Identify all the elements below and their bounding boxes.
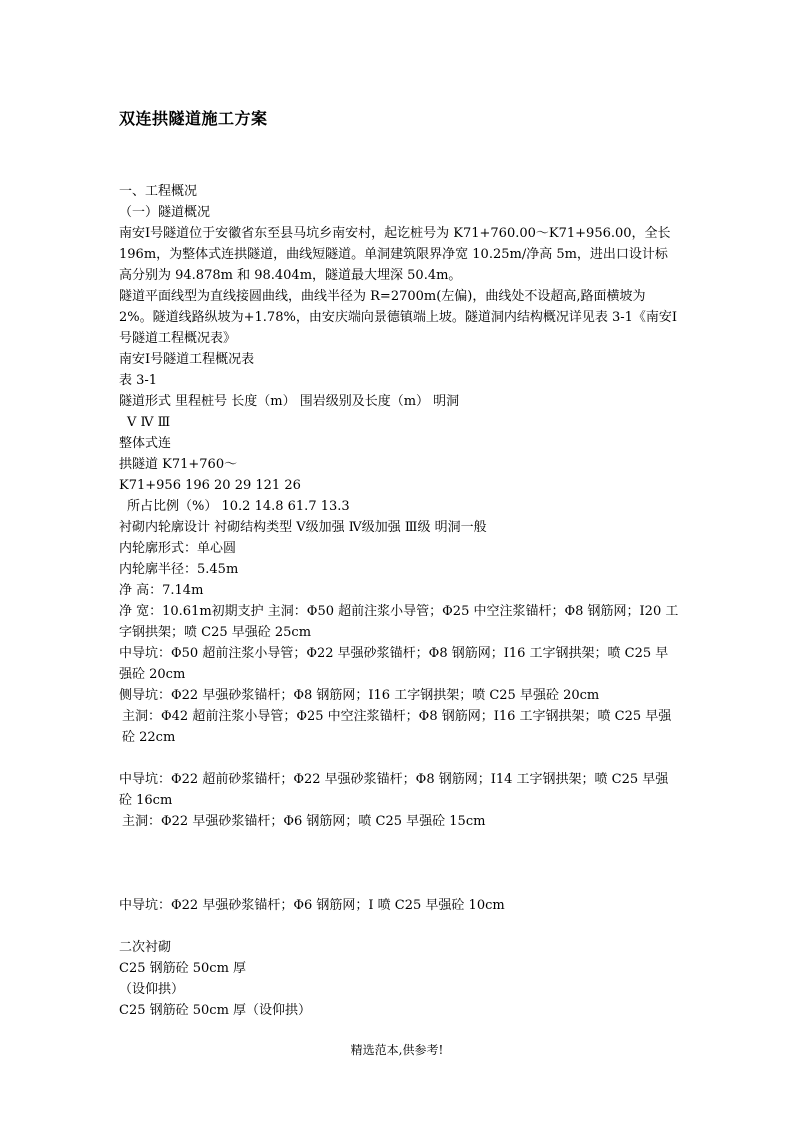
side-pilot-support: 侧导坑：Φ22 早强砂浆锚杆；Φ8 钢筋网；I16 工字钢拱架；喷 C25 早强砼 20cm — [119, 688, 600, 703]
blank-gap — [119, 832, 679, 895]
table-data-row: K71+956 196 20 29 121 26 — [119, 478, 301, 493]
subsection-heading: （一）隧道概况 — [119, 205, 211, 220]
mid-pilot-support-2: 中导坑：Φ22 超前砂浆锚杆；Φ22 早强砂浆锚杆；Φ8 钢筋网；I14 工字钢拱架；喷 C25 早强砼 16cm — [119, 772, 669, 808]
main-tunnel-support-1: 主洞：Φ42 超前注浆小导管；Φ25 中空注浆锚杆；Φ8 钢筋网；I16 工字钢拱架；喷 C25 早强砼 22cm — [122, 709, 672, 745]
lining-header-row: 衬砌内轮廓设计 衬砌结构类型 Ⅴ级加强 Ⅳ级加强 Ⅲ级 明洞一般 — [119, 520, 487, 535]
rc-lining-1: C25 钢筋砼 50cm 厚 — [119, 961, 247, 976]
mid-pilot-support-3: 中导坑：Φ22 早强砂浆锚杆；Φ6 钢筋网；I 喷 C25 早强砼 10cm — [119, 898, 505, 913]
blank-line — [119, 916, 679, 937]
rock-grade-row: Ⅴ Ⅳ Ⅲ — [127, 415, 171, 430]
contour-form: 内轮廓形式：单心圆 — [119, 541, 237, 556]
ratio-row: 所占比例（%） 10.2 14.8 61.7 13.3 — [127, 499, 350, 514]
page-footer: 精选范本,供参考! — [350, 1043, 444, 1057]
invert-note: （设仰拱） — [119, 982, 185, 997]
table-title: 南安Ⅰ号隧道工程概况表 — [119, 352, 255, 367]
net-height: 净 高：7.14m — [119, 583, 204, 598]
mid-pilot-support-1: 中导坑：Φ50 超前注浆小导管；Φ22 早强砂浆锚杆；Φ8 钢筋网；I16 工字钢拱架；喷 C25 早强砼 20cm — [119, 646, 669, 682]
table-header-row: 隧道形式 里程桩号 长度（m） 围岩级别及长度（m） 明洞 — [119, 394, 460, 409]
net-width-support: 净 宽：10.61m初期支护 主洞：Φ50 超前注浆小导管；Φ25 中空注浆锚杆；Φ8 钢筋网；I20 工字钢拱架；喷 C25 早强砼 25cm — [119, 604, 679, 640]
rc-lining-2: C25 钢筋砼 50cm 厚（设仰拱） — [119, 1003, 312, 1018]
table-number: 表 3-1 — [119, 373, 158, 388]
tunnel-type-row: 整体式连 — [119, 436, 172, 451]
document-title: 双连拱隧道施工方案 — [119, 109, 268, 128]
section-heading: 一、工程概况 — [119, 184, 198, 199]
overview-paragraph: 南安Ⅰ号隧道位于安徽省东至县马坑乡南安村，起讫桩号为 K71+760.00～K71+956.00，全长 196m，为整体式连拱隧道，曲线短隧道。单洞建筑限界净宽 10.25m/净高 5m，进出口设计标高分别为 94.878m 和 98.404m，隧道最大埋深 50.4m。 — [119, 226, 671, 283]
tunnel-type-row-cont: 拱隧道 K71+760～ — [119, 457, 238, 472]
main-tunnel-support-2: 主洞：Φ22 早强砂浆锚杆；Φ6 钢筋网；喷 C25 早强砼 15cm — [122, 814, 486, 829]
blank-line — [119, 748, 679, 769]
contour-radius: 内轮廓半径：5.45m — [119, 562, 239, 577]
secondary-lining: 二次衬砌 — [119, 940, 172, 955]
document-body — [119, 181, 679, 1021]
alignment-paragraph: 隧道平面线型为直线接圆曲线，曲线半径为 R=2700m(左偏)，曲线处不设超高,路面横坡为 2%。隧道线路纵坡为+1.78%，由安庆端向景德镇端上坡。隧道洞内结构概况详见表 3-1《南安Ⅰ号隧道工程概况表》 — [119, 289, 678, 346]
